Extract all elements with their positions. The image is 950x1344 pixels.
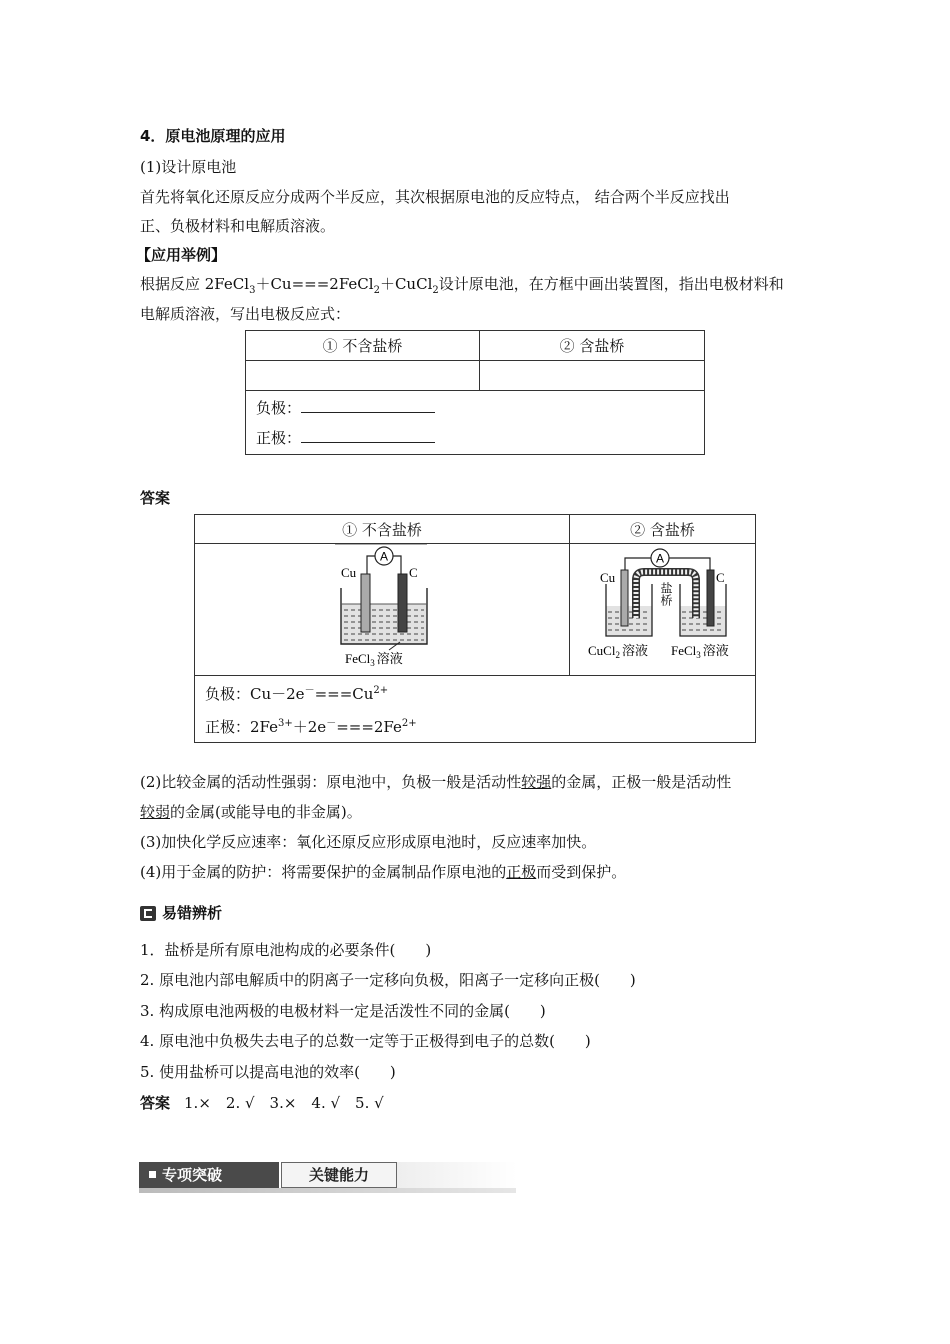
example-question-line: 电解质溶液，写出电极反应式： (140, 305, 351, 323)
svg-text:FeCl3溶液: FeCl$_3$ 溶液 (671, 643, 729, 660)
section-heading: 4．原电池原理的应用 (140, 127, 286, 145)
svg-text:Cu: Cu (600, 570, 616, 585)
question-col-no-bridge: ① 不含盐桥 (246, 331, 480, 361)
svg-text:FeCl3溶液: FeCl$_3$ 溶液 (345, 651, 403, 668)
paragraph-line: 首先将氧化还原反应分成两个半反应，其次根据原电池的反应特点， 结合两个半反应找出 (140, 188, 730, 206)
error-item: 3. 构成原电池两极的电极材料一定是活泼性不同的金属( ) (140, 1002, 546, 1020)
error-item: 5. 使用盐桥可以提高电池的效率( ) (140, 1063, 396, 1081)
error-section-icon (140, 906, 156, 921)
answer-col-bridge: ② 含盐桥 (570, 515, 756, 544)
drawing-box-2[interactable] (480, 361, 705, 391)
svg-text:A: A (379, 549, 389, 564)
subheading-design: (1)设计原电池 (140, 158, 237, 176)
question-table (245, 330, 705, 455)
example-tag: 【应用举例】 (136, 246, 227, 264)
question-col-bridge: ② 含盐桥 (480, 331, 705, 361)
negative-label: 负极： (256, 398, 302, 417)
error-item: 4. 原电池中负极失去电子的总数一定等于正极得到电子的总数( ) (140, 1032, 591, 1050)
answer-table (194, 514, 756, 743)
svg-text:Cu: Cu (341, 565, 357, 580)
galvanic-cell-diagram (195, 544, 569, 676)
example-question-line: 根据反应 2FeCl$_3$＋Cu===2FeCl$_2$＋CuCl$_2$设计原电池，在方框中画出装置图，指出电极材料和 (140, 275, 784, 296)
svg-text:C: C (716, 570, 725, 585)
error-item: 2. 原电池内部电解质中的阴离子一定移向负极，阳离子一定移向正极( ) (140, 971, 636, 989)
banner-special-topic: 专项突破 (139, 1162, 279, 1188)
svg-text:C: C (409, 565, 418, 580)
positive-blank[interactable] (301, 428, 435, 443)
svg-text:CuCl2溶液: CuCl$_2$ 溶液 (588, 643, 648, 660)
error-item: 1．盐桥是所有原电池构成的必要条件( ) (140, 941, 432, 959)
banner-fade (397, 1162, 517, 1188)
banner-key-ability: 关键能力 (281, 1162, 397, 1188)
diagram-cell-1 (195, 544, 570, 676)
point-line: (3)加快化学反应速率：氧化还原反应形成原电池时，反应速率加快。 (140, 833, 597, 851)
positive-equation: 正极：$2Fe^{3+}+2e^-===2Fe^{2+}$ (205, 718, 417, 736)
answer-label: 答案 (140, 489, 171, 507)
point-line: (4)用于金属的防护：将需要保护的金属制品作原电池的正极而受到保护。 (140, 863, 627, 881)
answer-col-no-bridge: ① 不含盐桥 (195, 515, 570, 544)
error-section-title: 易错辨析 (162, 904, 223, 922)
square-bullet-icon (149, 1171, 156, 1178)
positive-label: 正极： (256, 428, 302, 447)
paragraph-line: 正、负极材料和电解质溶液。 (140, 217, 336, 235)
answer-blanks (246, 391, 705, 455)
point-line: (2)比较金属的活动性强弱：原电池中，负极一般是活动性较强的金属，正极一般是活动性 (140, 773, 732, 791)
point-line: 较弱的金属(或能导电的非金属)。 (140, 803, 362, 821)
salt-bridge-label: 盐桥 (659, 582, 673, 606)
negative-blank[interactable] (301, 398, 435, 413)
svg-text:A: A (655, 551, 665, 566)
error-answers: 答案 1.× 2. √ 3.× 4. √ 5. √ (140, 1094, 384, 1112)
negative-equation: 负极：$Cu-2e^-===Cu^{2+}$ (205, 685, 389, 703)
banner-underline (139, 1188, 516, 1193)
answer-equations (195, 676, 756, 743)
salt-bridge-cell-diagram (570, 544, 756, 676)
drawing-box-1[interactable] (246, 361, 480, 391)
diagram-cell-2 (570, 544, 756, 676)
